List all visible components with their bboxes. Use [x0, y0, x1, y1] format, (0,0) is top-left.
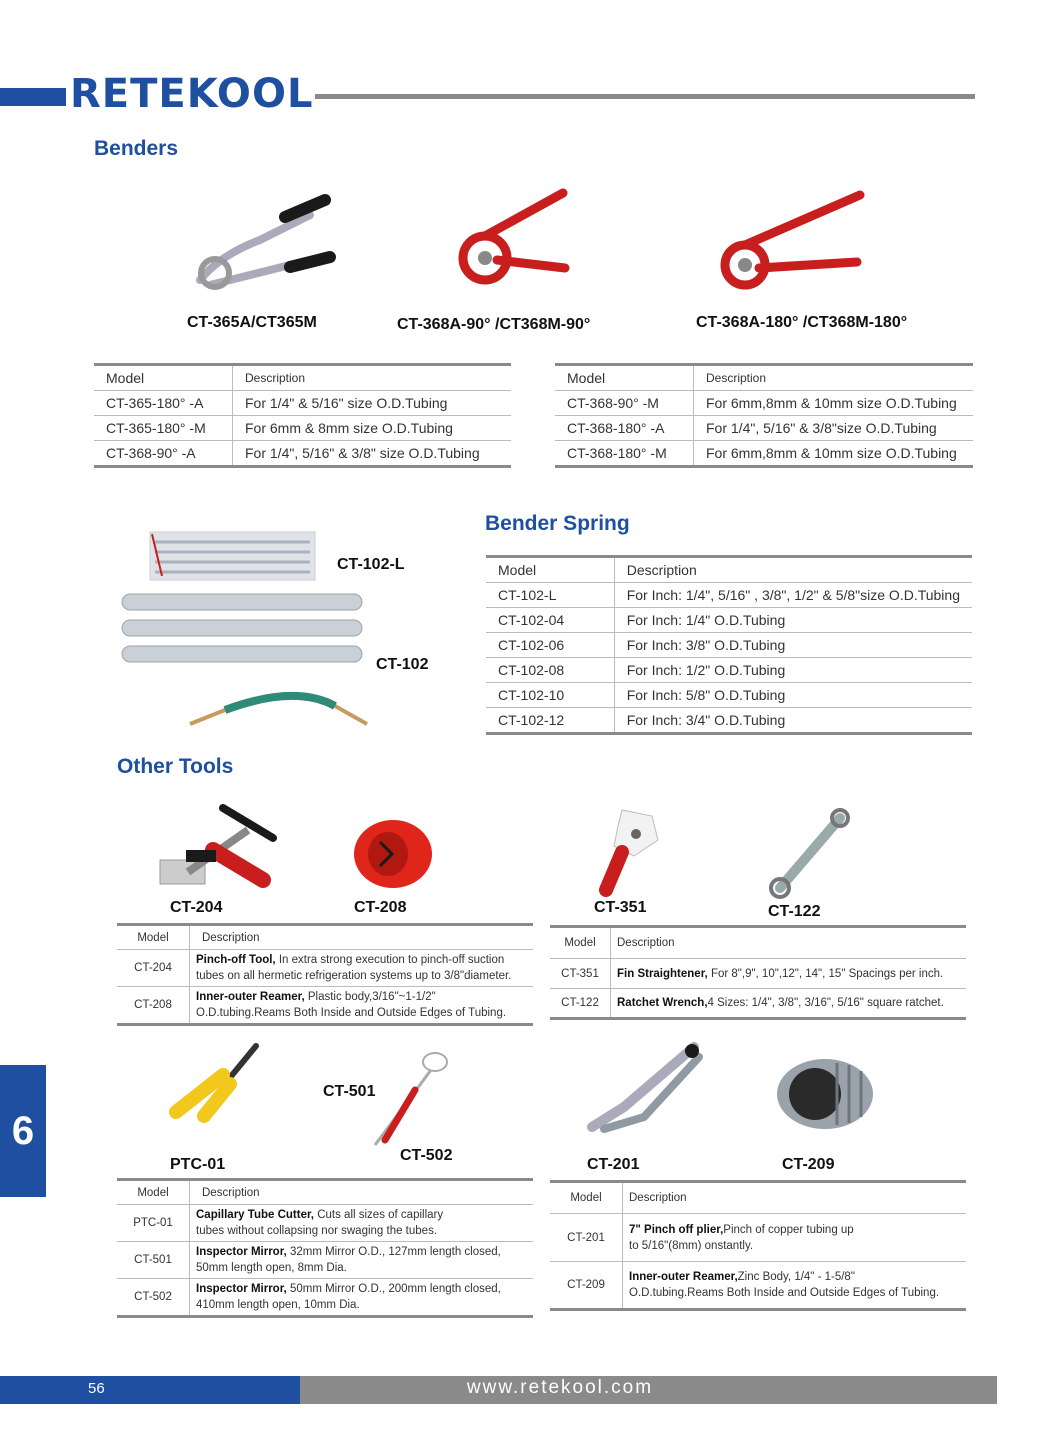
capillary-tube-cutter-image: [168, 1040, 268, 1120]
tools-table-c: [117, 1178, 533, 1318]
caption-ptc01: PTC-01: [170, 1156, 226, 1173]
table-header-row: Model Description: [550, 1182, 966, 1214]
table-row: CT-368-90° -M For 6mm,8mm & 10mm size O.D.Tubing: [555, 391, 973, 416]
spring-pack-image: [140, 528, 320, 584]
table-row: CT-201 7" Pinch off plier,Pinch of copper tubing up to 5/16"(8mm) onstantly.: [550, 1214, 966, 1262]
caption-ct204: CT-204: [170, 899, 223, 916]
brand-logo: RETEKOOL: [70, 71, 314, 117]
table-row: CT-122 Ratchet Wrench,4 Sizes: 1/4", 3/8", 3/16", 5/16" square ratchet.: [550, 989, 966, 1019]
table-row: CT-102-06 For Inch: 3/8" O.D.Tubing: [486, 633, 972, 658]
table-row: CT-102-12 For Inch: 3/4" O.D.Tubing: [486, 708, 972, 734]
header-description: Description: [614, 557, 972, 583]
website-link[interactable]: www.retekool.com: [466, 1377, 654, 1398]
fin-straightener-image: [592, 806, 662, 898]
caption-ct501: CT-501: [323, 1083, 376, 1100]
table-row: CT-102-04 For Inch: 1/4" O.D.Tubing: [486, 608, 972, 633]
table-row: CT-209 Inner-outer Reamer,Zinc Body, 1/4" - 1-5/8" O.D.tubing.Reams Both Inside and Outside Edges of Tubing.: [550, 1262, 966, 1310]
header-rule: [315, 94, 975, 99]
bender-ct365-image: [180, 195, 340, 305]
table-row: CT-351 Fin Straightener, For 8",9", 10",12", 14", 15" Spacings per inch.: [550, 959, 966, 989]
header-model: Model: [486, 557, 614, 583]
benders-table-left: [94, 363, 511, 468]
caption-ct122: CT-122: [768, 903, 821, 920]
header-model: Model: [94, 365, 233, 391]
table-header-row: [94, 365, 511, 391]
table-row: CT-204 Pinch-off Tool, In extra strong execution to pinch-off suction tubes on all hermetic refrigeration systems up to 3/8"diameter.: [117, 950, 533, 987]
table-row: CT-365-180° -M For 6mm & 8mm size O.D.Tubing: [94, 416, 511, 441]
header-description: Description: [233, 365, 512, 391]
tools-table-a: [117, 923, 533, 1026]
spring-table: [486, 555, 972, 735]
pinch-off-plier-image: [584, 1037, 709, 1137]
reamer-ct208-image: [352, 818, 434, 890]
section-title-other-tools: Other Tools: [117, 755, 234, 778]
logo-accent-bar: [0, 88, 66, 106]
caption-ct368-90: CT-368A-90° /CT368M-90°: [397, 316, 591, 333]
table-row: CT-502 Inspector Mirror, 50mm Mirror O.D., 200mm length closed, 410mm length open, 10mm Dia.: [117, 1279, 533, 1317]
caption-ct209: CT-209: [782, 1156, 835, 1173]
caption-ct201: CT-201: [587, 1156, 640, 1173]
table-row: CT-102-08 For Inch: 1/2" O.D.Tubing: [486, 658, 972, 683]
tools-table-b: [550, 925, 966, 1020]
spring-ct102-image: [118, 590, 368, 668]
caption-ct208: CT-208: [354, 899, 407, 916]
caption-ct102: CT-102: [376, 656, 429, 673]
caption-ct102l: CT-102-L: [337, 556, 405, 573]
chapter-tab: 6: [0, 1065, 46, 1197]
header-description: Description: [694, 365, 974, 391]
bender-ct368-90-image: [455, 188, 575, 298]
table-header-row: Model Description: [117, 925, 533, 950]
ratchet-wrench-image: [764, 808, 854, 900]
table-row: CT-365-180° -A For 1/4" & 5/16" size O.D.Tubing: [94, 391, 511, 416]
table-row: CT-208 Inner-outer Reamer, Plastic body,3/16"~1-1/2" O.D.tubing.Reams Both Inside and Outside Edges of Tubing.: [117, 987, 533, 1025]
table-row: PTC-01 Capillary Tube Cutter, Cuts all sizes of capillary tubes without collapsing nor swaging the tubes.: [117, 1205, 533, 1242]
caption-ct368-180: CT-368A-180° /CT368M-180°: [696, 314, 908, 331]
table-row: CT-368-180° -M For 6mm,8mm & 10mm size O.D.Tubing: [555, 441, 973, 467]
section-title-bender-spring: Bender Spring: [485, 512, 630, 535]
table-row: CT-102-L For Inch: 1/4", 5/16" , 3/8", 1/2" & 5/8"size O.D.Tubing: [486, 583, 972, 608]
caption-ct365: CT-365A/CT365M: [187, 314, 317, 331]
bender-ct368-180-image: [715, 190, 865, 300]
table-row: CT-368-180° -A For 1/4", 5/16" & 3/8"size O.D.Tubing: [555, 416, 973, 441]
table-row: CT-501 Inspector Mirror, 32mm Mirror O.D., 127mm length closed, 50mm length open, 8mm Dia.: [117, 1242, 533, 1279]
table-header-row: Model Description: [550, 927, 966, 959]
reamer-ct209-image: [775, 1057, 875, 1131]
pinch-off-tool-image: [158, 800, 283, 892]
footer-blue-bar: [0, 1376, 300, 1404]
table-row: CT-368-90° -A For 1/4", 5/16" & 3/8" size O.D.Tubing: [94, 441, 511, 467]
section-title-benders: Benders: [94, 137, 179, 160]
table-header-row: Model Description: [117, 1180, 533, 1205]
table-header-row: [486, 557, 972, 583]
header-model: Model: [555, 365, 694, 391]
bent-tube-image: [185, 684, 375, 734]
page-number: 56: [88, 1380, 105, 1397]
table-header-row: [555, 365, 973, 391]
tools-table-d: [550, 1180, 966, 1311]
caption-ct502: CT-502: [400, 1147, 453, 1164]
caption-ct351: CT-351: [594, 899, 647, 916]
table-row: CT-102-10 For Inch: 5/8" O.D.Tubing: [486, 683, 972, 708]
benders-table-right: [555, 363, 973, 468]
